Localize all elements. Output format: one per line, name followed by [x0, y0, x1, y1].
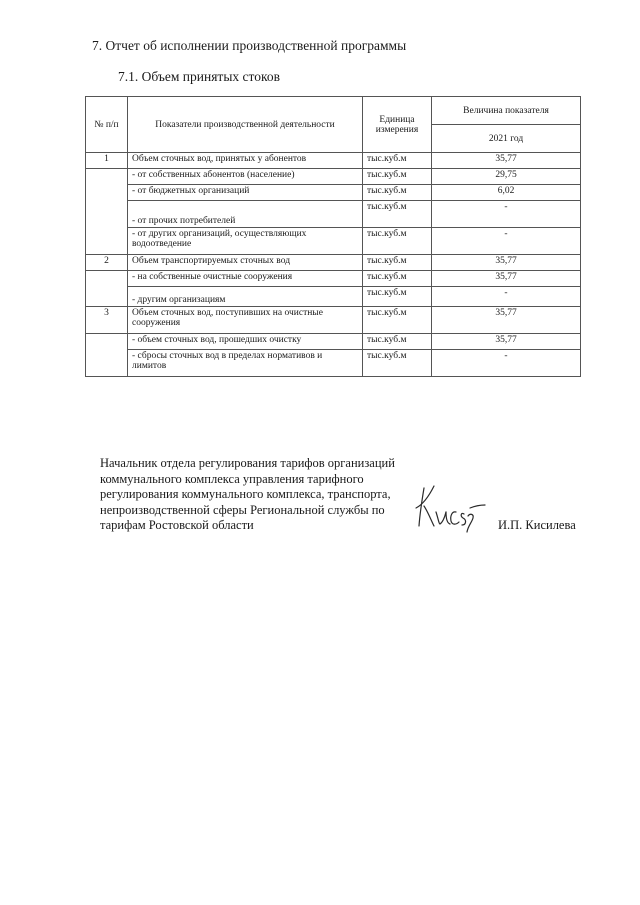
row-label: Объем сточных вод, поступивших на очистные сооружения [128, 307, 363, 334]
row-value: 35,77 [432, 334, 581, 350]
row-value: - [432, 350, 581, 377]
row-label: - от бюджетных организаций [128, 185, 363, 201]
row-num: 1 [86, 153, 128, 169]
table-row [86, 255, 581, 271]
row-unit: тыс.куб.м [363, 271, 432, 287]
table-row [86, 350, 581, 377]
header-year: 2021 год [432, 125, 581, 153]
row-num: 3 [86, 307, 128, 334]
row-value: 29,75 [432, 169, 581, 185]
row-num: 2 [86, 255, 128, 271]
row-unit: тыс.куб.м [363, 334, 432, 350]
row-value: 35,77 [432, 153, 581, 169]
row-value: - [432, 228, 581, 255]
header-indicator: Показатели производственной деятельности [128, 97, 363, 153]
table-row [86, 185, 581, 201]
row-unit: тыс.куб.м [363, 350, 432, 377]
report-heading: 7. Отчет об исполнении производственной программы [92, 38, 407, 53]
row-unit: тыс.куб.м [363, 307, 432, 334]
position-line: Начальник отдела регулирования тарифов организаций [100, 456, 395, 470]
signatory-position [100, 456, 415, 534]
row-value: 35,77 [432, 307, 581, 334]
row-num [86, 271, 128, 307]
row-unit: тыс.куб.м [363, 228, 432, 255]
signatory-name: И.П. Кисилева [498, 518, 576, 532]
row-value: - [432, 287, 581, 307]
table-row [86, 334, 581, 350]
row-unit: тыс.куб.м [363, 255, 432, 271]
position-line: тарифам Ростовской области [100, 518, 254, 532]
row-unit: тыс.куб.м [363, 153, 432, 169]
header-unit: Единица измерения [363, 97, 432, 153]
row-label: Объем сточных вод, принятых у абонентов [128, 153, 363, 169]
handwritten-signature [410, 478, 486, 534]
table-row [86, 201, 581, 228]
row-label: - от прочих потребителей [128, 201, 363, 228]
row-num [86, 169, 128, 255]
table-row [86, 271, 581, 287]
header-num: № п/п [86, 97, 128, 153]
row-label: - от собственных абонентов (население) [128, 169, 363, 185]
row-unit: тыс.куб.м [363, 287, 432, 307]
row-unit: тыс.куб.м [363, 169, 432, 185]
row-label: - от других организаций, осуществляющих водоотведение [128, 228, 363, 255]
row-num [86, 334, 128, 377]
row-label: Объем транспортируемых сточных вод [128, 255, 363, 271]
row-label: - на собственные очистные сооружения [128, 271, 363, 287]
row-label: - объем сточных вод, прошедших очистку [128, 334, 363, 350]
row-value: 35,77 [432, 255, 581, 271]
report-table [85, 96, 581, 377]
position-line: регулирования коммунального комплекса, транспорта, [100, 487, 391, 501]
row-unit: тыс.куб.м [363, 185, 432, 201]
position-line: непроизводственной сферы Региональной службы по [100, 502, 385, 517]
row-value: 6,02 [432, 185, 581, 201]
row-label: - другим организациям [128, 287, 363, 307]
report-subheading: 7.1. Объем принятых стоков [118, 69, 280, 84]
table-row [86, 228, 581, 255]
table-row [86, 169, 581, 185]
table-row [86, 153, 581, 169]
row-label: - сбросы сточных вод в пределах нормативов и лимитов [128, 350, 363, 377]
row-value: - [432, 201, 581, 228]
table-row [86, 287, 581, 307]
position-line: коммунального комплекса управления тарифного [100, 471, 364, 486]
row-value: 35,77 [432, 271, 581, 287]
row-unit: тыс.куб.м [363, 201, 432, 228]
table-row [86, 307, 581, 334]
header-value: Величина показателя [432, 97, 581, 125]
